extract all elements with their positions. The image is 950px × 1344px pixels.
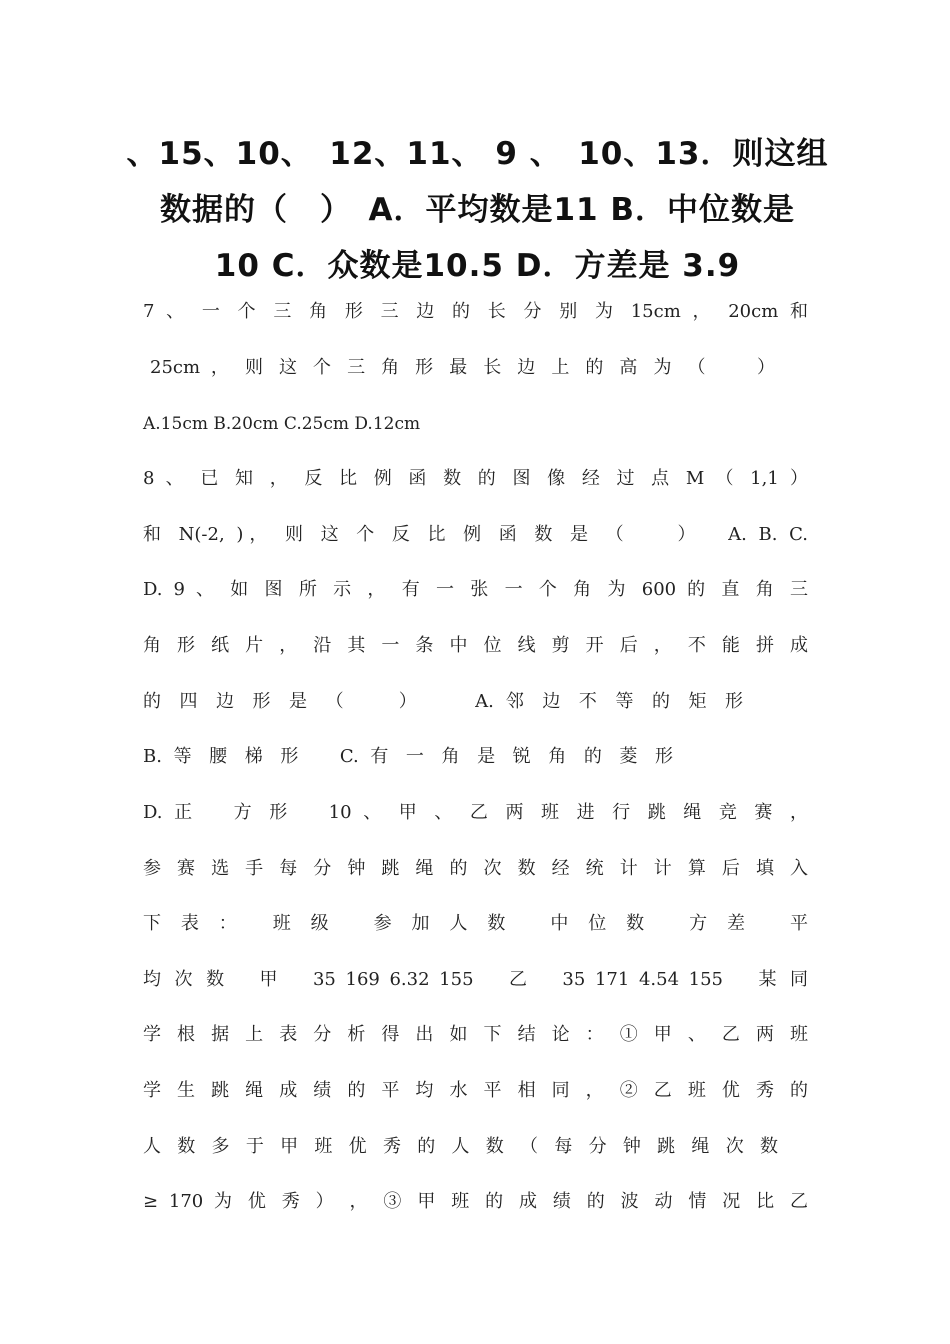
heading-line-3: 10 C．众数是10.5 D．方差是 3.9 <box>214 248 741 284</box>
body-line-8: 的 四 边 形 是 （ ） A. 邻 边 不 等 的 矩 形 <box>143 691 743 712</box>
body-line-5: 和 N(-2, )， 则 这 个 反 比 例 函 数 是 （ ） A. B. C. <box>143 524 808 545</box>
body-line-3: A.15cm B.20cm C.25cm D.12cm <box>143 414 421 434</box>
body-line-10: D. 正 方 形 10 、 甲 、 乙 两 班 进 行 跳 绳 竞 赛 ， <box>143 802 808 823</box>
body-line-13: 均 次 数 甲 35 169 6.32 155 乙 35 171 4.54 155 某 同 <box>143 969 808 990</box>
body-line-17: ≥ 170 为 优 秀 ） ， ③ 甲 班 的 成 绩 的 波 动 情 况 比 乙 <box>143 1191 808 1212</box>
body-line-6: D. 9 、 如 图 所 示 ， 有 一 张 一 个 角 为 600 的 直 角 三 <box>143 579 808 600</box>
body-line-15: 学 生 跳 绳 成 绩 的 平 均 水 平 相 同 ， ② 乙 班 优 秀 的 <box>143 1080 808 1101</box>
body-line-4: 8 、 已 知 ， 反 比 例 函 数 的 图 像 经 过 点 M （ 1,1 ） <box>143 468 808 489</box>
heading-line-1: 、15、10、 12、11、 9 、 10、13．则这组 <box>126 136 829 172</box>
body-line-11: 参 赛 选 手 每 分 钟 跳 绳 的 次 数 经 统 计 计 算 后 填 入 <box>143 858 808 879</box>
body-line-14: 学 根 据 上 表 分 析 得 出 如 下 结 论 ： ① 甲 、 乙 两 班 <box>143 1024 808 1045</box>
body-line-1: 7 、 一 个 三 角 形 三 边 的 长 分 别 为 15cm ， 20cm 和 <box>143 301 808 322</box>
heading-line-2: 数据的（ ） A．平均数是11 B．中位数是 <box>159 192 796 228</box>
body-line-16: 人 数 多 于 甲 班 优 秀 的 人 数 （ 每 分 钟 跳 绳 次 数 <box>143 1136 778 1157</box>
body-line-12: 下 表 ： 班 级 参 加 人 数 中 位 数 方 差 平 <box>143 913 808 934</box>
body-line-2: 25cm ， 则 这 个 三 角 形 最 长 边 上 的 高 为 （ ） <box>150 357 775 378</box>
body-line-7: 角 形 纸 片 ， 沿 其 一 条 中 位 线 剪 开 后 ， 不 能 拼 成 <box>143 635 808 656</box>
body-line-9: B. 等 腰 梯 形 C. 有 一 角 是 锐 角 的 菱 形 <box>143 746 673 767</box>
